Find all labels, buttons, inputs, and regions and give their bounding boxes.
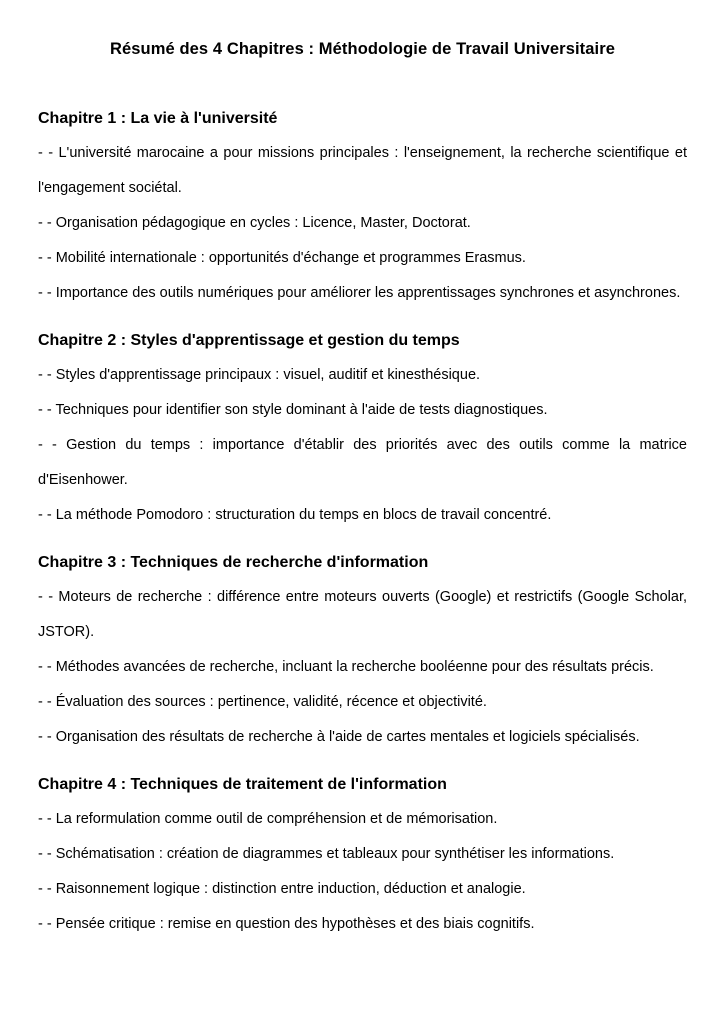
section-chapitre-2	[38, 323, 687, 533]
chapter-2-heading: Chapitre 2 : Styles d'apprentissage et gestion du temps	[38, 332, 460, 349]
bullet-item: - - Techniques pour identifier son style dominant à l'aide de tests diagnostiques.	[38, 402, 548, 418]
bullet-item: - - Méthodes avancées de recherche, incluant la recherche booléenne pour des résultats précis.	[38, 659, 654, 675]
section-chapitre-3	[38, 545, 687, 755]
bullet-item: - - Styles d'apprentissage principaux : visuel, auditif et kinesthésique.	[38, 367, 481, 383]
chapter-1-heading: Chapitre 1 : La vie à l'université	[38, 110, 278, 127]
bullet-item: - - L'université marocaine a pour missions principales : l'enseignement, la recherche scientifique et l'engagement sociétal.	[38, 145, 687, 196]
bullet-item: - - Organisation des résultats de recherche à l'aide de cartes mentales et logiciels spécialisés.	[38, 729, 640, 745]
bullet-item: - - Mobilité internationale : opportunités d'échange et programmes Erasmus.	[38, 250, 526, 266]
bullet-item: - - Organisation pédagogique en cycles : Licence, Master, Doctorat.	[38, 215, 471, 231]
section-chapitre-4	[38, 767, 687, 942]
document-title: Résumé des 4 Chapitres : Méthodologie de Travail Universitaire	[109, 40, 616, 58]
bullet-item: - - Pensée critique : remise en question des hypothèses et des biais cognitifs.	[38, 916, 535, 932]
chapter-4-heading: Chapitre 4 : Techniques de traitement de l'information	[38, 776, 447, 793]
bullet-item: - - Raisonnement logique : distinction entre induction, déduction et analogie.	[38, 881, 526, 897]
bullet-item: - - Schématisation : création de diagrammes et tableaux pour synthétiser les informations.	[38, 846, 615, 862]
section-chapitre-1	[38, 101, 687, 311]
bullet-item: - - La méthode Pomodoro : structuration du temps en blocs de travail concentré.	[38, 507, 552, 523]
bullet-item: - - La reformulation comme outil de compréhension et de mémorisation.	[38, 811, 498, 827]
bullet-item: - - Importance des outils numériques pour améliorer les apprentissages synchrones et asynchrones.	[38, 285, 681, 301]
bullet-item: - - Évaluation des sources : pertinence, validité, récence et objectivité.	[38, 694, 487, 710]
bullet-item: - - Moteurs de recherche : différence entre moteurs ouverts (Google) et restrictifs (Google Scholar, JSTOR).	[38, 589, 687, 640]
chapter-3-heading: Chapitre 3 : Techniques de recherche d'information	[38, 554, 429, 571]
bullet-item: - - Gestion du temps : importance d'établir des priorités avec des outils comme la matrice d'Eisenhower.	[38, 437, 687, 488]
